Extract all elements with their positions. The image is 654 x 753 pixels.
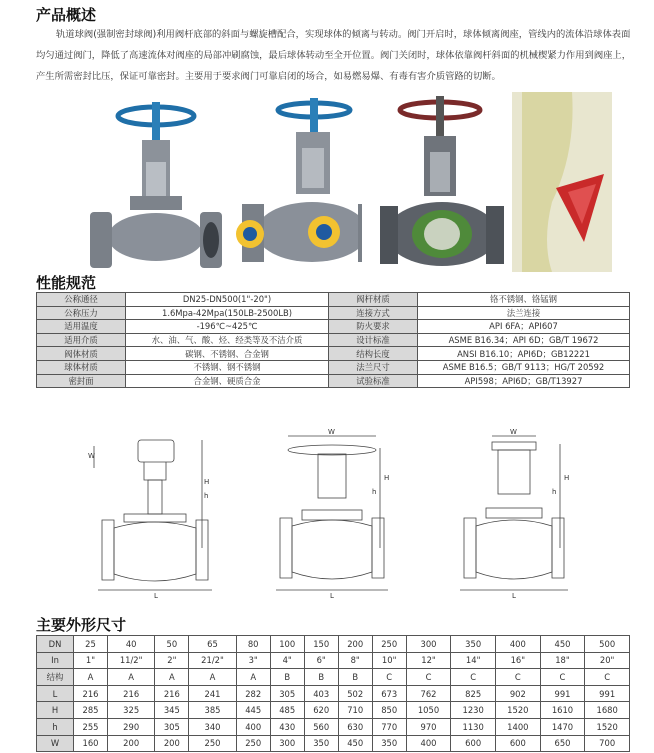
drawing-structure-b [276,436,388,590]
dimension-cell: 340 [189,718,236,735]
dimension-cell: 445 [236,702,270,719]
dimension-cell: 1610 [540,702,585,719]
dimension-cell: 150 [304,636,338,653]
drawing-label-h-lower: h [204,492,209,500]
dimension-cell: 6" [304,652,338,669]
dimension-cell: 970 [406,718,451,735]
dimension-cell: 80 [236,636,270,653]
dimension-cell: 403 [304,685,338,702]
dimension-cell: 250 [189,735,236,752]
dimension-cell: 216 [155,685,189,702]
dimension-cell: 250 [236,735,270,752]
drawing-label-h-upper: H [204,478,210,486]
dimension-cell: A [108,669,155,686]
dimension-cell: 3" [236,652,270,669]
dimension-cell: 1230 [451,702,496,719]
dimension-cell: 250 [372,636,406,653]
performance-row [37,293,630,307]
dimension-cell: 350 [372,735,406,752]
dimension-cell: 25 [74,636,108,653]
dimension-cell: 305 [155,718,189,735]
dimension-cell: 200 [338,636,372,653]
dimensions-title: 主要外形尺寸 [36,616,127,634]
dimension-row [37,652,630,669]
spec-value: 合金钢、硬质合金 [126,374,329,388]
spec-label: 阀杆材质 [329,293,418,307]
dimension-row-header: L [37,685,74,702]
dimension-cell: B [270,669,304,686]
spec-value: ASME B16.34；API 6D；GB/T 19672 [418,333,630,347]
overview-title: 产品概述 [36,6,97,24]
dimension-row [37,636,630,653]
dimension-cell: 14" [451,652,496,669]
dimension-row [37,669,630,686]
dimension-cell: 1520 [585,718,630,735]
dimension-cell: 1050 [406,702,451,719]
overview-text: 轨道球阀(强制密封球阀)利用阀杆底部的斜面与螺旋槽配合，实现球体的倾离与转动。阀门开启时，球体倾离阀座，管线内的流体沿球体表面均匀通过阀门，降低了高速流体对阀座的局部冲刷腐蚀，最后球体转动至全开位置。阀门关闭时，球体依靠阀杆斜面的机械楔紧力作用到阀座上，产生所需密封比压，保证可靠密封。主要用于要求阀门可靠启闭的场合，如易燃易爆、有毒有害介质管路的切断。 [36,29,632,82]
spec-value: 法兰连接 [418,306,630,320]
drawing-b-label-l: L [330,592,334,598]
dimension-cell: 12" [406,652,451,669]
performance-row [37,306,630,320]
spec-value: 铬不锈钢、铬锰钢 [418,293,630,307]
dimension-cell: 305 [270,685,304,702]
spec-label: 设计标准 [329,333,418,347]
dimension-cell: 710 [338,702,372,719]
dimension-cell: 902 [496,685,541,702]
dimension-cell: C [540,669,585,686]
drawing-c-label-h-lower: h [552,488,557,496]
dimension-cell: 300 [406,636,451,653]
dimension-cell: 50 [155,636,189,653]
spec-label: 密封面 [37,374,126,388]
drawing-b-label-w: W [328,428,335,436]
dimension-cell: C [496,669,541,686]
dimension-cell: B [338,669,372,686]
dimension-row [37,702,630,719]
spec-label: 适用介质 [37,333,126,347]
performance-row [37,347,630,361]
dimension-cell: A [189,669,236,686]
dimension-cell: 160 [74,735,108,752]
dimension-cell: 16" [496,652,541,669]
dimension-cell: 4" [270,652,304,669]
dimension-cell: 100 [270,636,304,653]
dimension-cell: 216 [108,685,155,702]
dimension-cell: 241 [189,685,236,702]
dimension-row-header: DN [37,636,74,653]
dimension-cell: 21/2" [189,652,236,669]
dimension-cell: 850 [372,702,406,719]
spec-label: 连接方式 [329,306,418,320]
spec-value: 1.6Mpa-42Mpa(150LB-2500LB) [126,306,329,320]
spec-label: 结构长度 [329,347,418,361]
dimension-cell: 300 [270,735,304,752]
dimension-cell: 400 [236,718,270,735]
dimension-cell: 991 [585,685,630,702]
dimension-cell: C [585,669,630,686]
valve-photo-3 [380,92,504,272]
dimension-cell: C [451,669,496,686]
dimension-cell: 560 [304,718,338,735]
dimension-cell: A [155,669,189,686]
spec-value: 不锈钢、钢不锈钢 [126,360,329,374]
spec-value: ANSI B16.10；API6D；GB12221 [418,347,630,361]
dimension-cell: 282 [236,685,270,702]
dimension-cell: 630 [338,718,372,735]
dimension-row-header: h [37,718,74,735]
drawing-label-w: W [88,452,95,460]
performance-row [37,360,630,374]
dimension-cell: 11/2" [108,652,155,669]
spec-value: -196℃~425℃ [126,320,329,334]
spec-label: 适用温度 [37,320,126,334]
dimension-cell: 762 [406,685,451,702]
dimension-cell: C [372,669,406,686]
spec-label: 阀体材质 [37,347,126,361]
dimension-cell: 1130 [451,718,496,735]
dimension-cell: 700 [585,735,630,752]
drawing-c-label-h-upper: H [564,474,570,482]
dimension-row-header: H [37,702,74,719]
dimension-cell: 255 [74,718,108,735]
drawing-label-l: L [154,592,158,598]
drawing-b-label-h-upper: H [384,474,390,482]
dimension-cell: 1400 [496,718,541,735]
dimension-cell: 200 [108,735,155,752]
dimension-cell: 10" [372,652,406,669]
dimension-cell: 620 [304,702,338,719]
dimension-row [37,685,630,702]
product-photos [90,92,640,272]
dimension-row [37,735,630,752]
valve-photo-2 [232,92,362,272]
spec-label: 法兰尺寸 [329,360,418,374]
dimension-cell: 770 [372,718,406,735]
dimension-cell: 673 [372,685,406,702]
dimension-cell: C [406,669,451,686]
spec-value: ASME B16.5；GB/T 9113；HG/T 20592 [418,360,630,374]
dimension-cell: A [236,669,270,686]
spec-label: 公称通径 [37,293,126,307]
dimension-cell: 285 [74,702,108,719]
dimension-drawings [84,428,604,598]
performance-row [37,374,630,388]
dimension-cell: 18" [540,652,585,669]
spec-label: 试验标准 [329,374,418,388]
dimension-cell: 290 [108,718,155,735]
dimension-cell: 400 [406,735,451,752]
spec-value: API598；API6D；GB/T13927 [418,374,630,388]
performance-title: 性能规范 [36,274,97,292]
spec-label: 球体材质 [37,360,126,374]
dimension-cell: 200 [155,735,189,752]
spec-label: 防火要求 [329,320,418,334]
dimension-cell: 1470 [540,718,585,735]
valve-photo-1 [90,92,240,272]
dimension-cell: 1680 [585,702,630,719]
dimension-cell: 216 [74,685,108,702]
spec-value: DN25-DN500(1"-20") [126,293,329,307]
dimension-cell: 1" [74,652,108,669]
drawing-b-label-h-lower: h [372,488,377,496]
spec-value: 水、油、气、酸、烃、经类等及不洁介质 [126,333,329,347]
dimension-cell: 2" [155,652,189,669]
dimension-cell: 20" [585,652,630,669]
dimension-cell: 485 [270,702,304,719]
dimensions-table [36,635,630,752]
dimension-cell: 825 [451,685,496,702]
dimension-cell: 400 [496,636,541,653]
dimension-cell: 1520 [496,702,541,719]
dimension-cell: 450 [338,735,372,752]
dimension-cell: 325 [108,702,155,719]
performance-row [37,333,630,347]
dimension-cell: 600 [451,735,496,752]
spec-label: 公称压力 [37,306,126,320]
dimension-cell: 40 [108,636,155,653]
dimension-cell: A [74,669,108,686]
dimension-cell: 500 [585,636,630,653]
dimension-cell: 385 [189,702,236,719]
dimension-cell: 430 [270,718,304,735]
dimension-cell: 8" [338,652,372,669]
drawing-c-label-w: W [510,428,517,436]
dimension-cell: 991 [540,685,585,702]
dimension-cell: 650 [540,735,585,752]
dimension-cell: 345 [155,702,189,719]
spec-value: API 6FA；API607 [418,320,630,334]
dimension-cell: 600 [496,735,541,752]
dimension-row-header: 结构 [37,669,74,686]
dimension-cell: B [304,669,338,686]
drawing-structure-a [94,440,212,590]
dimension-cell: 502 [338,685,372,702]
dimension-cell: 350 [304,735,338,752]
drawing-c-label-l: L [512,592,516,598]
dimension-cell: 450 [540,636,585,653]
dimension-row [37,718,630,735]
drawing-structure-c [460,436,568,590]
ball-detail-photo [512,92,612,272]
dimension-row-header: W [37,735,74,752]
dimension-row-header: In [37,652,74,669]
dimension-cell: 65 [189,636,236,653]
performance-table [36,292,630,388]
performance-row [37,320,630,334]
spec-value: 碳钢、不锈钢、合金钢 [126,347,329,361]
dimension-cell: 350 [451,636,496,653]
